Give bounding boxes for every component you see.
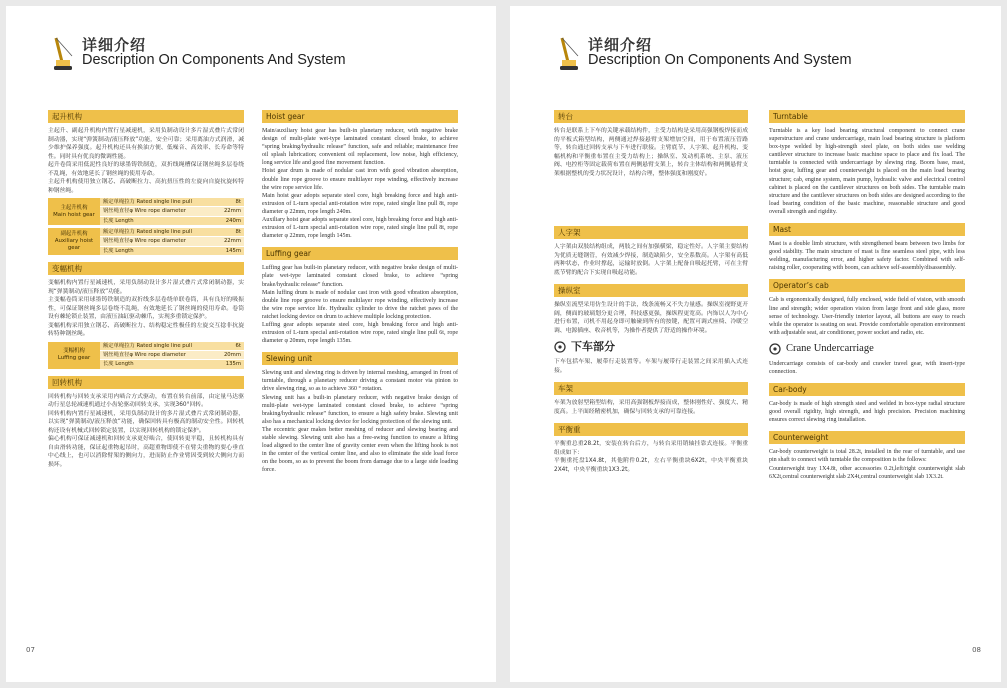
en-column xyxy=(262,110,458,474)
paragraph: 变幅机构内置行星减速机，采用负制动设计多片湿式叠片式常闭制动器，实现“弹簧制动/液压释放”功能。 xyxy=(48,280,244,295)
crane-icon xyxy=(50,34,76,72)
section-heading: Slewing unit xyxy=(262,352,458,365)
paragraph: 回转机构与回转支承采用内啮合方式驱动，布置在转台前部，由定量马达驱动行星总轮减速机通过小齿轮驱动回转支承，实现360°回转。 xyxy=(48,393,244,408)
title-en: Description On Components And System xyxy=(82,52,346,68)
title-cn: 详细介绍 xyxy=(82,36,147,54)
paragraph: Counterweight tray 1X4.8t, other accessories 0.2t,left/right counterweight slab 6X2t,central counterweight slab 2X4t,central counterweight slab 1X3.2t. xyxy=(769,465,965,480)
spec-row: 钢丝绳直径φ Wire rope diameter 22mm xyxy=(100,207,244,215)
section-heading: 回转机构 xyxy=(48,376,244,389)
crane-icon xyxy=(556,34,582,72)
spec-label: 副起升机构 Auxiliary hoist gear xyxy=(48,228,100,255)
spec-row: 额定单绳拉力 Rated single line pull 6t xyxy=(100,342,244,350)
section-heading: 平衡重 xyxy=(554,423,748,436)
paragraph: Slewing unit has a built-in planetary reducer, with negative brake design of multi-plate wet-type laminated constant closed brake, to achieve “spring braking/hydraulic release” function, to ensure a high safety brake. Slewing unit also has a mechanical locking device for locking protection of the slewing unit. xyxy=(262,394,458,425)
paragraph: 平衡重托盘1X4.8t，其他附件0.2t，左右平衡重块6X2t，中央平衡重块2X4t，中央平衡重块1X3.2t。 xyxy=(554,458,748,473)
section-heading: Car-body xyxy=(769,383,965,396)
cn-column xyxy=(554,110,748,474)
paragraph: Luffing gear has built-in planetary reducer, with negative brake design of multi-plate wet-type laminated constant closed brake, to achieve “spring brake/hydraulic release” function. xyxy=(262,265,458,288)
spec-row: 长度 Length 240m xyxy=(100,217,244,225)
paragraph: 回转机构内置行星减速机，采用负制动设计的多片湿式叠片式常闭制动器，以实现“弹簧制动/液压释放”功能，确保回转具有极高的制动安全性。回转机构还设有机械式回转锁定装置，以实现回转机构的锁定保护。 xyxy=(48,410,244,434)
paragraph: The eccentric gear makes better meshing of reducer and slewing bearing and stable slewing. Slewing unit also has a free-swing function to ensure a lifting load aligned to the center line of gravity center even when the lifting hook is not in the center of the vertical center line, and also to eliminate the side load force on the boom, so as to prevent the boom from damage due to a large side loading force. xyxy=(262,426,458,474)
paragraph: 主变幅卷筒采用球墨铸铁制造的双折线多层卷绕单联卷筒，具有良好的吸振性，可保证钢丝绳多层卷绕不乱绳，有效地延长了钢丝绳的使用寿命。卷筒设有棘轮锁止装置，由液压油缸驱动棘爪，实现多重锁定保护。 xyxy=(48,297,244,320)
spec-table xyxy=(48,342,244,369)
section-heading: Mast xyxy=(769,223,965,236)
paragraph: Slewing unit and slewing ring is driven by internal meshing, arranged in front of turntable, through a planetary reducer driving a constant motor via pinion to drive slewing ring, so as to achieve 360 ° rotation. xyxy=(262,370,458,393)
paragraph: Undercarriage consists of car-body and crawler travel gear, with insert-type connection. xyxy=(769,360,965,375)
wheel-icon xyxy=(554,341,566,353)
title-cn: 详细介绍 xyxy=(588,36,653,54)
cn-column xyxy=(48,110,244,469)
paragraph: 变幅机构采用独立钢芯、高破断拉力、结构稳定性极佳的左旋交互捻非抗旋转特种钢丝绳。 xyxy=(48,322,244,337)
spec-row: 钢丝绳直径φ Wire rope diameter 22mm xyxy=(100,237,244,245)
paragraph: 转台是联系上下车的关键承载结构件，主受力结构是采用高强钢板焊接而成的平板式箱型结构，两侧通过焊接悬臂支架增加空间，用于布置液压管路等，转台通过回转支承与下车进行联接。主臂底节、人字架、起升机构、变幅机构和平衡重布置在主受力结构上；操纵室、发动机系统、主泵、液压阀、电控柜等固定载荷布置在两侧悬臂支架上，转台主体结构和两侧悬臂支架根据整机的受力状况设计，结构合理，整体强度和刚度好。 xyxy=(554,128,748,177)
paragraph: Car-body counterweight is total 28.2t, installed in the rear of turntable, and use pin shaft to connect with turntable the composition is the follows: xyxy=(769,449,965,464)
spec-label: 变幅机构 Luffing gear xyxy=(48,342,100,369)
subsection-title: Crane Undercarriage xyxy=(769,341,965,357)
paragraph: 主起升、副起升机构内置行星减速机，采用负制动设计多片湿式叠片式常闭制动器，实现“弹簧制动/液压释放”功能，安全可靠；采用离油方式润滑，减少维护保养强度。起升机构还具有换油方便、低噪音、高效率、长寿命等特性。同时具有优良的微调性能。 xyxy=(48,128,244,160)
section-heading: Hoist gear xyxy=(262,110,458,123)
page-number: 08 xyxy=(972,646,981,654)
paragraph: 主起升机构使用独立钢芯、高破断拉力、高抗扭压性的左旋向自旋抗旋转特种钢丝绳。 xyxy=(48,179,244,194)
paragraph: Main/auxiliary hoist gear has built-in planetary reducer, with negative brake design of multi-plate wet-type laminated constant closed brake, to achieve “spring braking/hydraulic release” function, safe and reliable; maintenance free oil splash lubrication; convenient oil replacement, low noise, high efficiency, long service life and good fine movement function. xyxy=(262,128,458,167)
spec-row: 钢丝绳直径φ Wire rope diameter 20mm xyxy=(100,351,244,359)
section-heading: 起升机构 xyxy=(48,110,244,123)
spec-table xyxy=(48,228,244,255)
paragraph: Luffing gear adopts separate steel core, high breaking force and high anti-extrusion of L-turn special anti-rotation wire rope, rated single line pull 6t, rope diameter φ 20mm, rope length 135m. xyxy=(262,321,458,345)
paragraph: Car-body is made of high strength steel and welded in box-type radial structure good overall rigidity, high strength, and high precision. Precision machining ensures correct slewing ring installation. xyxy=(769,401,965,424)
paragraph: 起升卷筒采用低泥性良好的球墨铸铁制造，双折线绳槽保证钢丝绳多层卷绕不乱绳，有效地延长了钢丝绳的使用寿命。 xyxy=(48,162,244,177)
spec-row: 长度 Length 135m xyxy=(100,360,244,368)
spec-row: 长度 Length 145m xyxy=(100,247,244,255)
section-heading: Operator’s cab xyxy=(769,279,965,292)
paragraph: Auxiliary hoist gear adopts separate steel core, high breaking force and high anti-extrusion of L-turn special anti-rotation wire rope, rated single line pull 8t, rope diameter φ 22mm, rope length 145m. xyxy=(262,217,458,240)
paragraph: 车架为放射型箱型结构，采用高强钢板焊接而成，整体刚性好、强度大、精度高。上平面经精密机加，确保与回转支承的可靠连接。 xyxy=(554,400,748,415)
spec-label: 主起升机构 Main hoist gear xyxy=(48,198,100,225)
section-heading: Counterweight xyxy=(769,431,965,444)
section-heading: 人字架 xyxy=(554,226,748,239)
paragraph: 偏心机构可保证减速机和回转支承更好啮合，使回转更平稳，且转机构具有自由滑转功能，保证起重物起吊时，高超重物即使不在臂尖重物的要心垂直中心线上，也可以消除臂架的侧向力，进而防止作业臂因受到较大侧向力而损坏。 xyxy=(48,436,244,468)
spec-row: 额定单绳拉力 Rated single line pull 8t xyxy=(100,228,244,236)
section-heading: Luffing gear xyxy=(262,247,458,260)
spec-row: 额定单绳拉力 Rated single line pull 8t xyxy=(100,198,244,206)
paragraph: 操纵室流型采用仿生设计的手法，线条流畅又不失力量感。操纵室视野更开阔，侧面的玻璃划分更合理，科技感更强，操纵程更宽高。内饰以人为中心进行布置，司机不用起身即可触碰到所有的按键，配置可调式座椅、冷暖空调、电源插座、收音机等，为操作者提供了舒适的操作环境。 xyxy=(554,302,748,334)
section-heading: 变幅机构 xyxy=(48,262,244,275)
paragraph: Main luffing drum is made of nodular cast iron with good vibration absorption, double line rope groove to ensure multilayer rope winding, effectively increase the wire rope service life. Hydraulic cylinder to drive the ratchet paws of the ratchet locking device on drum to achieve multiple locking protection. xyxy=(262,289,458,320)
left-page xyxy=(6,6,496,682)
paragraph: Cab is ergonomically designed, fully enclosed, wide field of vision, with smooth line and strength; wider operation vision from large front and side glass, more sense of technology. User-friendly interior layout, all buttons are easy to reach while the operator is seating on seat. Provide comfortable operation environment with adjustable seat, air conditioner, power socket and radio, etc. xyxy=(769,297,965,336)
title-en: Description On Components And System xyxy=(588,52,852,68)
en-column xyxy=(769,110,965,481)
paragraph: Turntable is a key load bearing structural component to connect crane superstructure and crane undercarriage, main load bearing structure is platform box-type welded by high-strength steel plate, on both sides use welding cantilever structure to increase basic machine space to place and fix load. The turntable is connected with undercarriage by slewing ring. Boom base, mast, hoist gear, luffing gear and counterweight is placed on the main load bearing structure; cab, engine system, main pump, hydraulic valve and electrical control cabinet is placed on the cantilever structures on both sides. The turntable main structure and the cantilever structures on both sides are designed according to the load bearing condition of the basic machine, reasonable structure and good overall strength and rigidity. xyxy=(769,128,965,215)
spec-table xyxy=(48,198,244,225)
section-heading: Turntable xyxy=(769,110,965,123)
paragraph: Hoist gear drum is made of nodular cast iron with good vibration absorption, double line rope groove to ensure multilayer rope winding, effectively increase the wire rope service life. xyxy=(262,168,458,191)
paragraph: 下车包括车架、履带行走装置等。车架与履带行走装置之间采用插入式连接。 xyxy=(554,359,748,374)
paragraph: Main hoist gear adopts separate steel core, high breaking force and high anti-extrusion of L-turn special anti-rotation wire rope, rated single line pull 8t, rope diameter φ 22mm, rope length 240m. xyxy=(262,192,458,215)
paragraph: 人字架由双肢结构组成，两肢之间有加强横梁，稳定性好。人字架主要结构为优质无缝钢管，有效减少焊接，制造缺陷少，安全系数高。人字架有高低两种状态，作业时撑起，运输时放倒。人字架上配备自吸起托臂，可在主臂底节臂的配合下实现自吸起功能。 xyxy=(554,244,748,276)
section-heading: 操纵室 xyxy=(554,284,748,297)
page-number: 07 xyxy=(26,646,35,654)
section-heading: 转台 xyxy=(554,110,748,123)
paragraph: Mast is a double limb structure, with strengthened beam between two limbs for good stability. The main structure of mast is fine seamless steel pipe, with less welding, manufacturing error, and higher safety factor. Combined with self-raising roller, cooperating with boom, can achieve self-assembly/disassembly. xyxy=(769,241,965,272)
subsection-title: 下车部分 xyxy=(554,339,748,355)
right-page xyxy=(510,6,1001,682)
wheel-icon xyxy=(769,343,781,355)
section-heading: 车架 xyxy=(554,382,748,395)
paragraph: 平衡重总重28.2t，安装在转台后方，与转台采用销轴挂靠式连接。平衡重组成如下： xyxy=(554,441,748,456)
